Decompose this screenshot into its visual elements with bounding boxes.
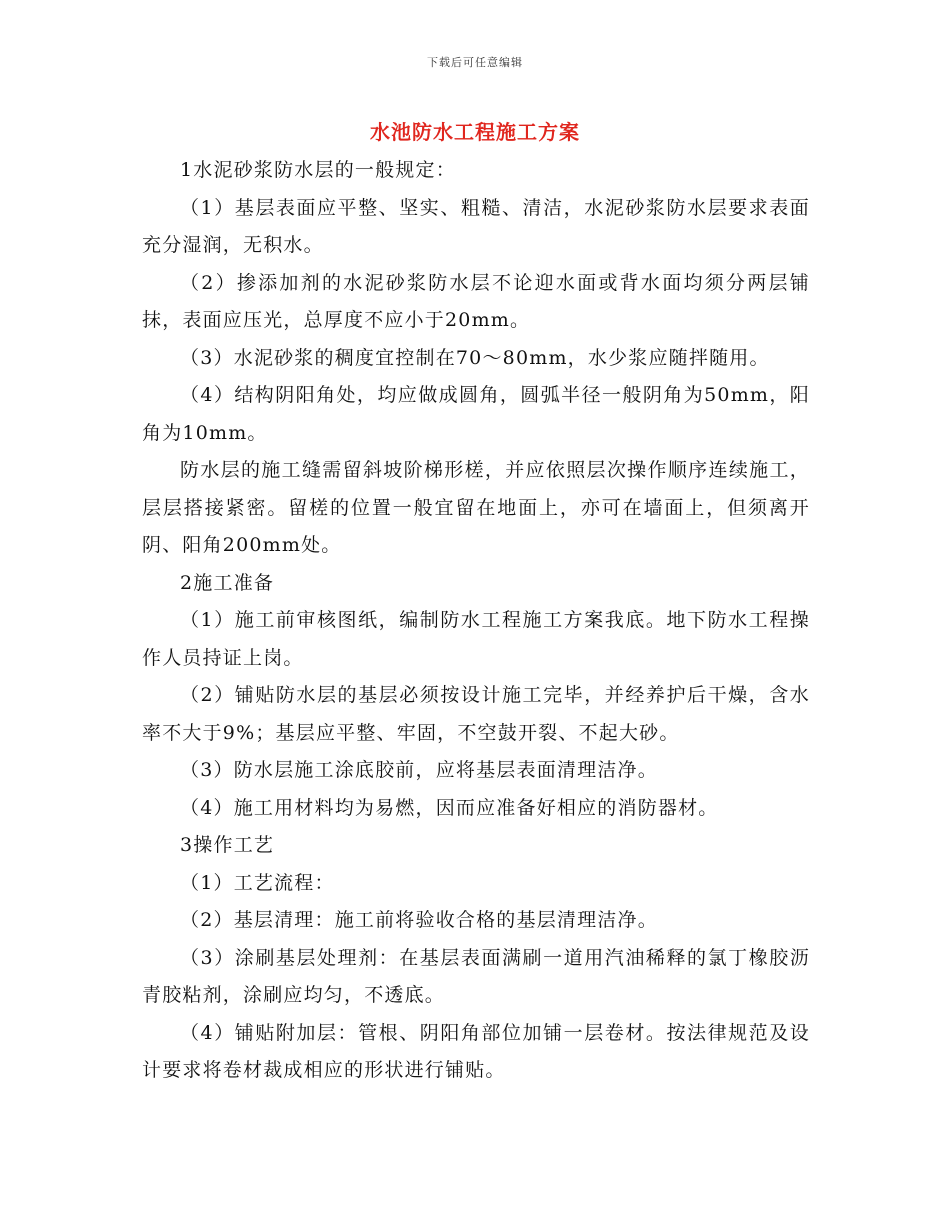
paragraph: 防水层的施工缝需留斜坡阶梯形槎，并应依照层次操作顺序连续施工，层层搭接紧密。留槎的位置一般宜留在地面上，亦可在墙面上，但须离开阴、阳角200mm处。 — [142, 459, 810, 556]
paragraph: （4）铺贴附加层：管根、阴阳角部位加铺一层卷材。按法律规范及设计要求将卷材裁成相应的形状进行铺贴。 — [142, 1021, 810, 1081]
paragraph: （4）结构阴阳角处，均应做成圆角，圆弧半径一般阴角为50mm，阳角为10mm。 — [142, 384, 810, 444]
paragraph: （1）施工前审核图纸，编制防水工程施工方案我底。地下防水工程操作人员持证上岗。 — [142, 609, 810, 669]
section-heading: 3操作工艺 — [180, 834, 275, 856]
paragraph: （1）基层表面应平整、坚实、粗糙、清洁，水泥砂浆防水层要求表面充分湿润，无积水。 — [142, 196, 810, 256]
paragraph: （2）基层清理：施工前将验收合格的基层清理洁净。 — [180, 909, 658, 931]
paragraph: （3）涂刷基层处理剂：在基层表面满刷一道用汽油稀释的氯丁橡胶沥青胶粘剂，涂刷应均匀，不透底。 — [142, 946, 810, 1006]
document-title: 水池防水工程施工方案 — [370, 120, 580, 144]
paragraph: （4）施工用材料均为易燃，因而应准备好相应的消防器材。 — [180, 796, 719, 819]
page-header: 下载后可任意编辑 — [427, 56, 523, 69]
document-body — [142, 152, 810, 1090]
paragraph: （2）掺添加剂的水泥砂浆防水层不论迎水面或背水面均须分两层铺抹，表面应压光，总厚度不应小于20mm。 — [142, 271, 810, 331]
paragraph: （1）工艺流程： — [180, 871, 335, 894]
paragraph: （3）防水层施工涂底胶前，应将基层表面清理洁净。 — [180, 759, 658, 781]
paragraph: （3）水泥砂浆的稠度宜控制在70～80mm，水少浆应随拌随用。 — [180, 346, 770, 369]
section-heading: 2施工准备 — [180, 571, 275, 594]
paragraph: 1水泥砂浆防水层的一般规定： — [180, 159, 456, 181]
paragraph: （2）铺贴防水层的基层必须按设计施工完毕，并经养护后干燥，含水率不大于9%；基层应平整、牢固，不空鼓开裂、不起大砂。 — [142, 684, 810, 744]
